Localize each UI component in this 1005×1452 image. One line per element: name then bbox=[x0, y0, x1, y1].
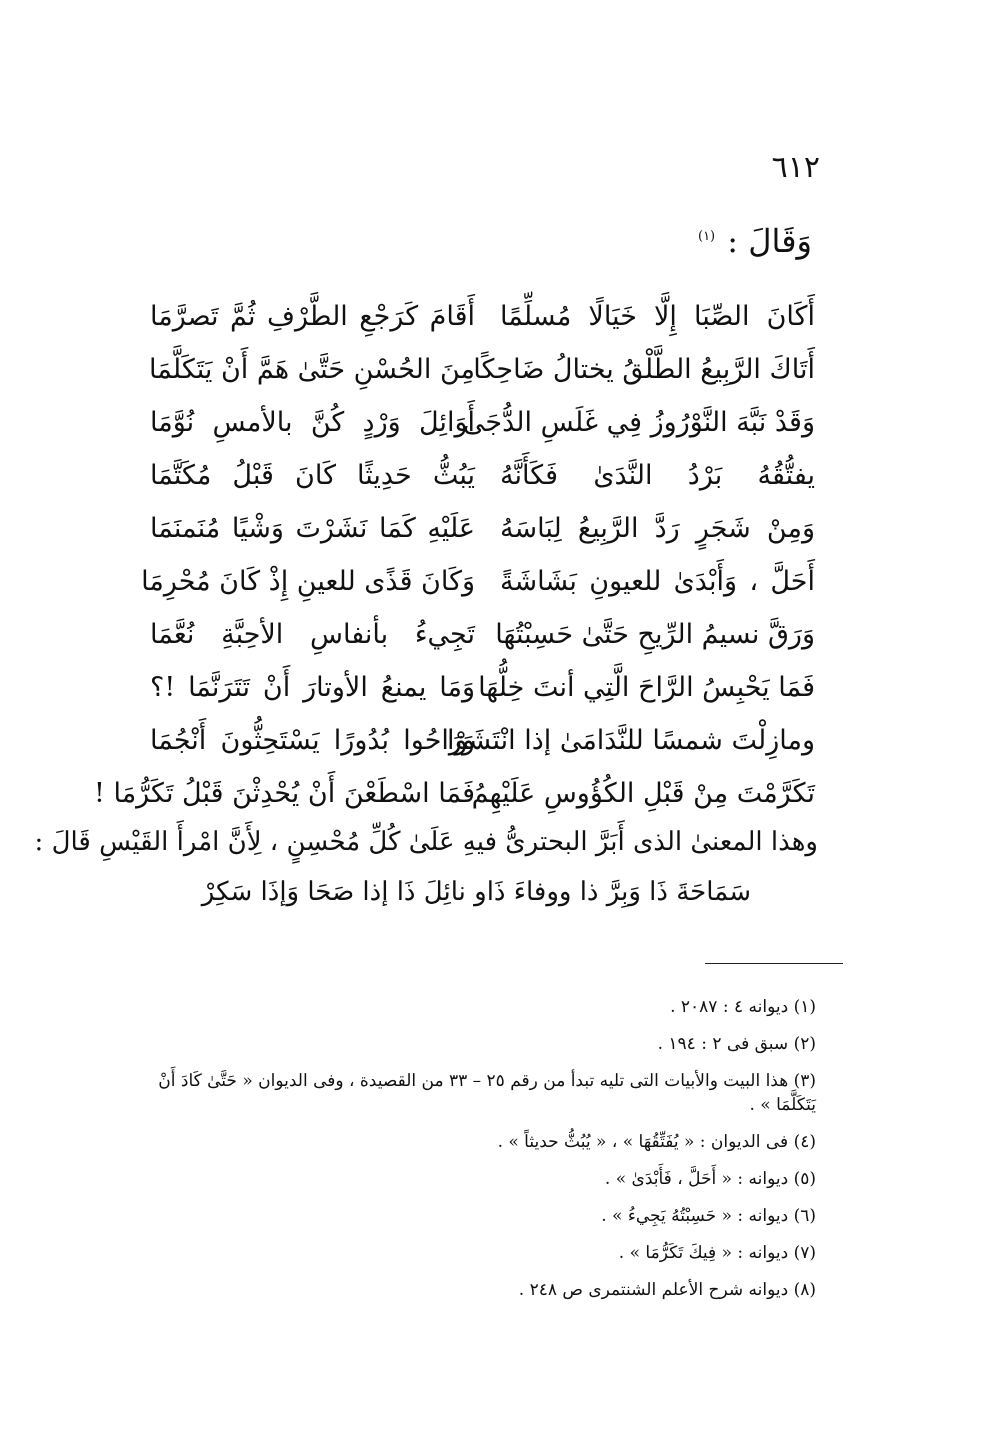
quoted-verse bbox=[201, 872, 751, 912]
quoted-verse-first-hemistich: سَمَاحَةَ ذَا وَبِرَّ ذا ووفاءَ ذَا bbox=[486, 877, 751, 907]
verse-first-hemistich: تَكَرَّمْتَ مِنْ قَبْلِ الكُؤُوسِ عَلَيْهِمُ bbox=[471, 778, 815, 809]
quoted-verse-second-hemistich: و نائِلَ ذَا إذا صَحَا وَإذَا سَكِرْ bbox=[201, 877, 487, 907]
verse-second-hemistich: أَوَائِلَ وَرْدٍ كُنَّ بالأمسِ نُوَّمَا bbox=[150, 407, 475, 438]
verse-first-hemistich: ومازِلْتَ شمسًا للنَّدَامَىٰ إذا انْتَشَوْا bbox=[446, 725, 815, 756]
verse-first-hemistich: وَرَقَّ نسيمُ الرِّيحِ حَتَّىٰ حَسِبْتُهَا bbox=[495, 619, 815, 650]
footnote: (٨) ديوانه شرح الأعلم الشنتمرى ص ٢٤٨ . bbox=[518, 1280, 816, 1300]
verse-first-hemistich: أَحَلَّ ، وَأَبْدَىٰ للعيونِ بَشَاشَةً bbox=[500, 566, 815, 597]
footnotes bbox=[136, 995, 816, 1315]
verse-row bbox=[150, 608, 815, 661]
verse-row bbox=[141, 555, 815, 608]
verse-first-hemistich: وَقَدْ نَبَّهَ النَّوْرُوزُ فِي غَلَسِ الدُّجَىٰ bbox=[462, 407, 815, 438]
footnote: (٦) ديوانه : « حَسِبْتُهُ يَجِيءُ » . bbox=[601, 1206, 816, 1226]
verse-second-hemistich: مِنَ الحُسْنِ حَتَّىٰ هَمَّ أَنْ يَتَكَلَّمَا bbox=[149, 354, 475, 385]
verse-first-hemistich: أَكَانَ الصِّبَا إِلَّا خَيَالًا مُسلِّمًا bbox=[500, 301, 815, 332]
verse-second-hemistich: وَمَا يمنعُ الأوتارَ أَنْ تَتَرَنَّمَا !؟ bbox=[150, 672, 475, 703]
footnote-separator bbox=[705, 963, 843, 964]
page-number: ٦١٢ bbox=[771, 150, 820, 185]
poem bbox=[94, 290, 815, 820]
verse-second-hemistich: فَمَا اسْطَعْنَ أَنْ يُحْدِثْنَ قَبْلُ تَكَرُّمَا ! bbox=[94, 778, 475, 809]
footnote: (٥) ديوانه : « أَحَلَّ ، فَأَبْدَىٰ » . bbox=[604, 1169, 816, 1189]
verse-second-hemistich: عَلَيْهِ كَمَا نَشَرْتَ وَشْيًا مُنَمنَمَا bbox=[150, 513, 475, 544]
footnote: (٣) هذا البيت والأبيات التى تليه تبدأ من رقم ٢٥ – ٣٣ من القصيدة ، وفى الديوان « حَتَّىٰ كَادَ أَنْ يَتَكَلَّمَا » . bbox=[158, 1071, 816, 1115]
verse-row bbox=[150, 343, 815, 396]
commentary-paragraph: وهذا المعنىٰ الذى أَبَرَّ البحترىُّ فيهِ عَلَىٰ كُلِّ مُحْسِنٍ ، لِأَنَّ امْرأَ القَيْسِ قَالَ : bbox=[34, 827, 818, 857]
verse-row bbox=[150, 396, 815, 449]
verse-second-hemistich: يَبُثُّ حَدِيثًا كَانَ قَبْلُ مُكَتَّمَا bbox=[150, 460, 475, 491]
verse-first-hemistich: أَتَاكَ الرَّبِيعُ الطَّلْقُ يختالُ ضَاحِكًا bbox=[473, 354, 815, 385]
verse-row bbox=[150, 714, 815, 767]
verse-row bbox=[150, 661, 815, 714]
verse-second-hemistich: أَقَامَ كَرَجْعِ الطَّرْفِ ثُمَّ تَصرَّمَا bbox=[150, 301, 475, 332]
verse-second-hemistich: وَرَاحُوا بُدُورًا يَسْتَحِثُّونَ أَنْجُمَا bbox=[150, 725, 475, 756]
footnote: (١) ديوانه ٤ : ٢٠٨٧ . bbox=[670, 997, 816, 1017]
verse-first-hemistich: وَمِنْ شَجَرٍ رَدَّ الرَّبِيعُ لِبَاسَهُ bbox=[500, 513, 815, 544]
verse-second-hemistich: وَكَانَ قَذًى للعينِ إِذْ كَانَ مُحْرِمَا bbox=[141, 566, 475, 597]
verse-row bbox=[150, 449, 815, 502]
verse-row bbox=[94, 767, 815, 820]
verse-row bbox=[150, 290, 815, 343]
verse-second-hemistich: تَجِيءُ بأنفاسِ الأحِبَّةِ نُعَّمَا bbox=[150, 619, 475, 650]
verse-row bbox=[150, 502, 815, 555]
intro-line bbox=[698, 222, 812, 260]
footnote: (٢) سبق فى ٢ : ١٩٤ . bbox=[657, 1034, 816, 1054]
intro-text: وَقَالَ : bbox=[727, 222, 812, 260]
footnote: (٤) فى الديوان : « يُفَتِّقُهَا » ، « يُبُثُّ حديثاً » . bbox=[497, 1132, 816, 1152]
footnote: (٧) ديوانه : « فِيكَ تَكَرُّمَا » . bbox=[618, 1243, 816, 1263]
verse-first-hemistich: يفتُّقُهُ بَرْدُ النَّدَىٰ فَكَأَنَّهُ bbox=[500, 460, 815, 491]
intro-footnote-mark: (١) bbox=[697, 229, 716, 245]
verse-first-hemistich: فَمَا يَحْبِسُ الرَّاحَ الَّتِي أنتَ خِلُّهَا bbox=[478, 672, 815, 703]
